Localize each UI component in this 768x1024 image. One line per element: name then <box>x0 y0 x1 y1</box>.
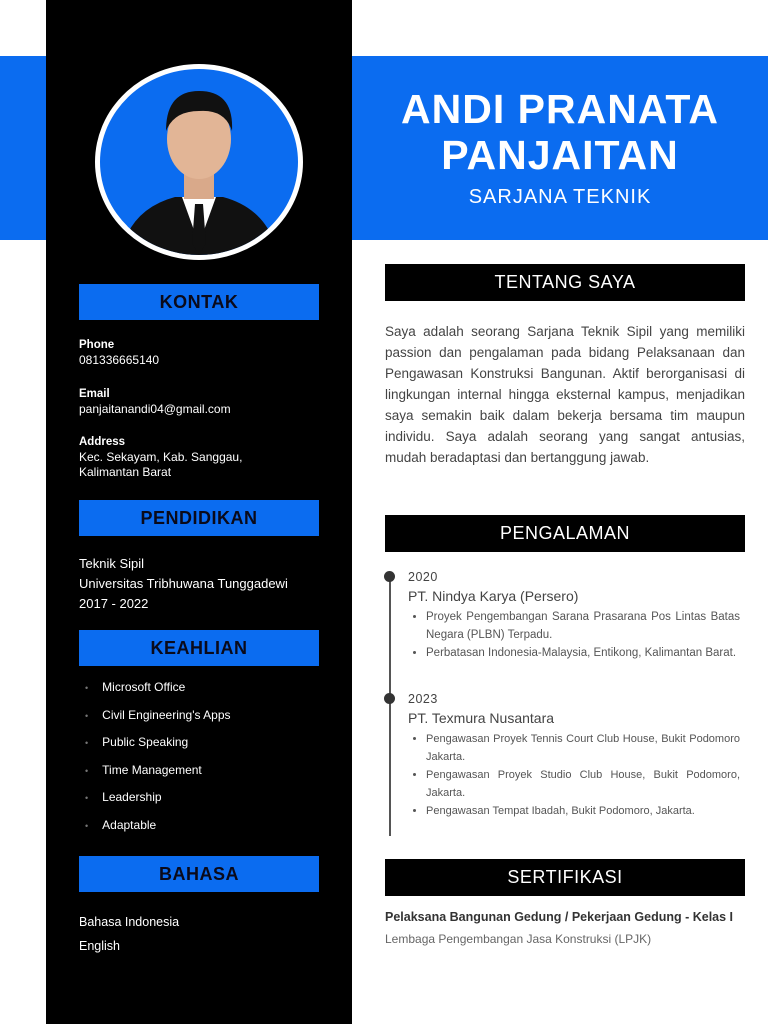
phone-label: Phone <box>79 339 115 351</box>
languages-heading: BAHASA <box>79 856 319 892</box>
skill-item: • Time Management <box>85 763 231 791</box>
phone-block <box>79 338 159 368</box>
timeline-dot <box>384 693 395 704</box>
skill-item: • Public Speaking <box>85 735 231 763</box>
candidate-name <box>352 86 768 178</box>
experience-point: • Pengawasan Proyek Studio Club House, Bukit Podomoro, Jakarta. <box>426 766 740 802</box>
phone-value: 081336665140 <box>79 353 160 367</box>
certification-heading: SERTIFIKASI <box>385 859 745 896</box>
about-heading: TENTANG SAYA <box>385 264 745 301</box>
experience-year: 2023 <box>408 692 438 706</box>
timeline-dot <box>384 571 395 582</box>
experience-item <box>408 692 740 820</box>
education-block <box>79 554 288 614</box>
education-major: Teknik Sipil <box>79 556 145 571</box>
experience-point: • Pengawasan Proyek Tennis Court Club House, Bukit Podomoro Jakarta. <box>426 730 740 766</box>
language-item: Bahasa Indonesia <box>79 915 180 929</box>
timeline-line <box>389 576 391 836</box>
about-text: Saya adalah seorang Sarjana Teknik Sipil yang memiliki passion dan pengalaman pada bidang Pelaksanaan dan Pengawasan Konstruksi Bangunan. Aktif berorganisasi di lingkungan internal hingga eksternal kampus, menjadikan saya semakin baik dalam bekerja bersama tim maupun individu. Saya adalah seorang yang sangat antusias, mudah beradaptasi dan bertanggung jawab. <box>385 324 745 465</box>
education-heading: PENDIDIKAN <box>79 500 319 536</box>
experience-point: • Proyek Pengembangan Sarana Prasarana Pos Lintas Batas Negara (PLBN) Terpadu. <box>426 608 740 644</box>
education-years: 2017 - 2022 <box>79 596 149 611</box>
experience-point: • Perbatasan Indonesia-Malaysia, Entikong, Kalimantan Barat. <box>426 644 740 662</box>
experience-point: • Pengawasan Tempat Ibadah, Bukit Podomoro, Jakarta. <box>426 802 740 820</box>
skill-item: • Adaptable <box>85 818 231 846</box>
certification-item <box>385 909 735 946</box>
contact-heading: KONTAK <box>79 284 319 320</box>
address-line-2: Kalimantan Barat <box>79 465 172 479</box>
certification-name: Pelaksana Bangunan Gedung / Pekerjaan Gedung - Kelas I <box>385 910 734 924</box>
profile-photo <box>95 64 303 260</box>
language-item: English <box>79 939 120 953</box>
email-value: panjaitanandi04@gmail.com <box>79 402 231 416</box>
languages-list <box>79 910 179 958</box>
skill-item: • Leadership <box>85 790 231 818</box>
skill-item: • Civil Engineering's Apps <box>85 708 231 736</box>
address-line-1: Kec. Sekayam, Kab. Sanggau, <box>79 450 243 464</box>
experience-year: 2020 <box>408 570 438 584</box>
email-label: Email <box>79 388 110 400</box>
experience-company: PT. Texmura Nusantara <box>408 710 555 726</box>
skills-heading: KEAHLIAN <box>79 630 319 666</box>
address-label: Address <box>79 436 126 448</box>
certification-issuer: Lembaga Pengembangan Jasa Konstruksi (LPJK) <box>385 932 652 946</box>
experience-item <box>408 570 740 662</box>
name-line-2: PANJAITAN <box>441 132 679 178</box>
experience-heading: PENGALAMAN <box>385 515 745 552</box>
education-university: Universitas Tribhuwana Tunggadewi <box>79 576 288 591</box>
address-block <box>79 435 242 480</box>
person-portrait-icon <box>100 69 298 255</box>
candidate-role: SARJANA TEKNIK <box>468 186 652 208</box>
experience-company: PT. Nindya Karya (Persero) <box>408 588 579 604</box>
skill-item: • Microsoft Office <box>85 680 231 708</box>
skills-list <box>85 680 231 845</box>
name-line-1: ANDI PRANATA <box>401 86 719 132</box>
email-block <box>79 387 231 417</box>
